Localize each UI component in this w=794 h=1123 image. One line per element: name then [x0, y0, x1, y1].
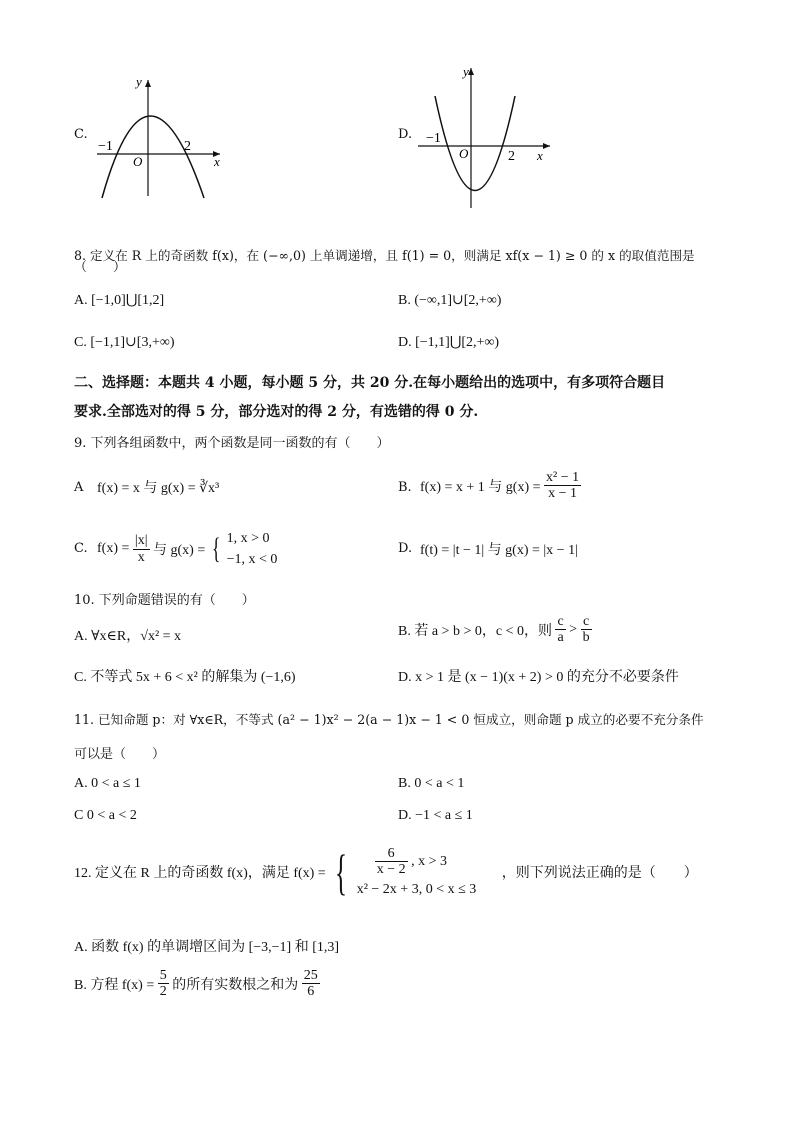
- q10-b-num2: c: [581, 614, 592, 630]
- q9-option-b-label[interactable]: B.: [398, 480, 412, 495]
- q11-option-a[interactable]: A. 0 < a ≤ 1: [74, 776, 141, 791]
- neg-one-label: −1: [426, 131, 441, 146]
- x-label: x: [537, 148, 543, 163]
- q8-paren: （ ）: [74, 260, 127, 275]
- option-d-label[interactable]: D.: [398, 127, 413, 142]
- q9-b-numerator: x² − 1: [546, 470, 580, 485]
- q12-option-a[interactable]: A. 函数 f(x) 的单调增区间为 [−3,−1] 和 [1,3]: [74, 940, 340, 955]
- origin-label: O: [459, 146, 469, 161]
- y-label: y: [463, 64, 469, 79]
- q12-b-den2: 6: [307, 984, 315, 1000]
- q11-option-d[interactable]: D. −1 < a ≤ 1: [398, 808, 473, 823]
- q10-b-gt: >: [569, 621, 578, 637]
- origin-label: O: [133, 154, 143, 169]
- q9-c-denominator: x: [137, 549, 145, 565]
- q12-suffix: ，则下列说法正确的是（ ）: [501, 865, 698, 881]
- q12-b-fraction2: [302, 968, 320, 1000]
- q9-option-c-expr: [97, 528, 277, 570]
- q10-option-d[interactable]: D. x > 1 是 (x − 1)(x + 2) > 0 的充分不必要条件: [398, 670, 679, 685]
- q9-stem: 9. 下列各组函数中，两个函数是同一函数的有（ ）: [74, 436, 390, 451]
- option-c-label[interactable]: C.: [74, 127, 88, 142]
- q11-stem: 11. 已知命题 p：对 ∀x∈R，不等式 (a² − 1)x² − 2(a − 1)x − 1 < 0 恒成立，则命题 p 成立的必要不充分条件: [74, 712, 704, 727]
- q10-option-c[interactable]: C. 不等式 5x + 6 < x² 的解集为 (−1,6): [74, 670, 296, 685]
- q12-brace: {: [335, 843, 348, 900]
- q10-b-fraction2: [581, 614, 592, 646]
- q10-option-b[interactable]: [398, 614, 592, 646]
- q10-option-a[interactable]: A. ∀x∈R，√x² = x: [74, 629, 182, 644]
- q9-option-d-expr: f(t) = |t − 1| 与 g(x) = |x − 1|: [420, 543, 578, 558]
- section2-heading-line1: 二、选择题：本题共 4 小题，每小题 5 分，共 20 分.在每小题给出的选项中，有多项符合题目: [74, 375, 666, 391]
- q9-b-prefix: f(x) = x + 1 与 g(x) =: [420, 479, 541, 495]
- q12-case1: [357, 846, 477, 878]
- q9-c-prefix: f(x) =: [97, 541, 130, 556]
- section2-heading-line2: 要求.全部选对的得 5 分，部分选对的得 2 分，有选错的得 0 分.: [74, 404, 479, 420]
- parabola-c: [102, 116, 204, 198]
- q12-case1-cond: , x > 3: [411, 853, 448, 869]
- parabola-d: [435, 96, 515, 191]
- q12-prefix: 12. 定义在 R 上的奇函数 f(x)，满足 f(x) =: [74, 865, 326, 881]
- q8-option-d[interactable]: D. [−1,1]⋃[2,+∞): [398, 335, 500, 350]
- q9-c-numerator: |x|: [134, 533, 148, 549]
- y-label: y: [136, 74, 142, 89]
- q12-stem: [74, 843, 698, 900]
- q12-case1-fraction: [375, 846, 408, 878]
- q12-b-fraction1: [158, 968, 169, 1000]
- q10-b-den2: b: [582, 630, 590, 646]
- q8-option-a[interactable]: A. [−1,0]⋃[1,2]: [74, 293, 165, 308]
- q11-option-c[interactable]: C 0 < a < 2: [74, 808, 137, 823]
- q12-option-b[interactable]: [74, 968, 320, 1000]
- q12-case1-den: x − 2: [376, 862, 406, 878]
- q11-option-b[interactable]: B. 0 < a < 1: [398, 776, 465, 791]
- q9-option-c-label[interactable]: C.: [74, 541, 88, 556]
- two-label: 2: [508, 149, 515, 164]
- q10-b-fraction1: [555, 614, 565, 646]
- q12-b-num1: 5: [159, 968, 167, 983]
- graph-c: [92, 68, 232, 200]
- q9-option-a-expr: f(x) = x 与 g(x) = ∛x³: [97, 481, 220, 496]
- x-label: x: [214, 154, 220, 169]
- q8-option-b[interactable]: B. (−∞,1]∪[2,+∞): [398, 293, 502, 308]
- q9-option-a-label[interactable]: A: [74, 480, 84, 495]
- q12-b-mid: 的所有实数根之和为: [172, 977, 299, 993]
- q10-b-den1: a: [557, 630, 564, 646]
- two-label: 2: [184, 139, 191, 154]
- q9-c-case1: 1, x > 0: [226, 531, 270, 546]
- y-axis-arrow: [145, 80, 151, 87]
- neg-one-label: −1: [98, 139, 113, 154]
- q9-c-mid: 与 g(x) =: [153, 543, 206, 558]
- q10-stem: 10. 下列命题错误的有（ ）: [74, 593, 255, 608]
- q11-stem2: 可以是（ ）: [74, 747, 166, 762]
- q12-b-num2: 25: [303, 968, 318, 983]
- y-axis-arrow: [468, 68, 474, 75]
- q9-c-brace: {: [211, 532, 221, 565]
- q9-option-b-expr: [420, 470, 581, 502]
- q9-option-d-label[interactable]: D.: [398, 541, 413, 556]
- q10-b-prefix: B. 若 a > b > 0，c < 0，则: [398, 623, 552, 639]
- q9-b-denominator: x − 1: [548, 486, 577, 502]
- q9-c-cases: [227, 528, 278, 570]
- q8-stem: 8. 定义在 R 上的奇函数 f(x)，在 (−∞,0) 上单调递增，且 f(1) = 0，则满足 xf(x − 1) ≥ 0 的 x 的取值范围是: [74, 248, 695, 263]
- graph-d: [415, 60, 565, 210]
- x-axis-arrow: [543, 143, 550, 149]
- q9-c-fraction: [133, 533, 150, 565]
- q8-option-c[interactable]: C. [−1,1]∪[3,+∞): [74, 335, 175, 350]
- q12-b-den1: 2: [159, 984, 167, 1000]
- q12-cases: [357, 846, 477, 898]
- q12-case1-num: 6: [375, 846, 408, 862]
- q12-case2: x² − 2x + 3, 0 < x ≤ 3: [356, 881, 477, 897]
- q10-b-num1: c: [557, 614, 564, 629]
- q9-c-case2: −1, x < 0: [226, 552, 278, 567]
- q9-b-fraction: [544, 470, 581, 502]
- q12-b-prefix: B. 方程 f(x) =: [74, 977, 155, 993]
